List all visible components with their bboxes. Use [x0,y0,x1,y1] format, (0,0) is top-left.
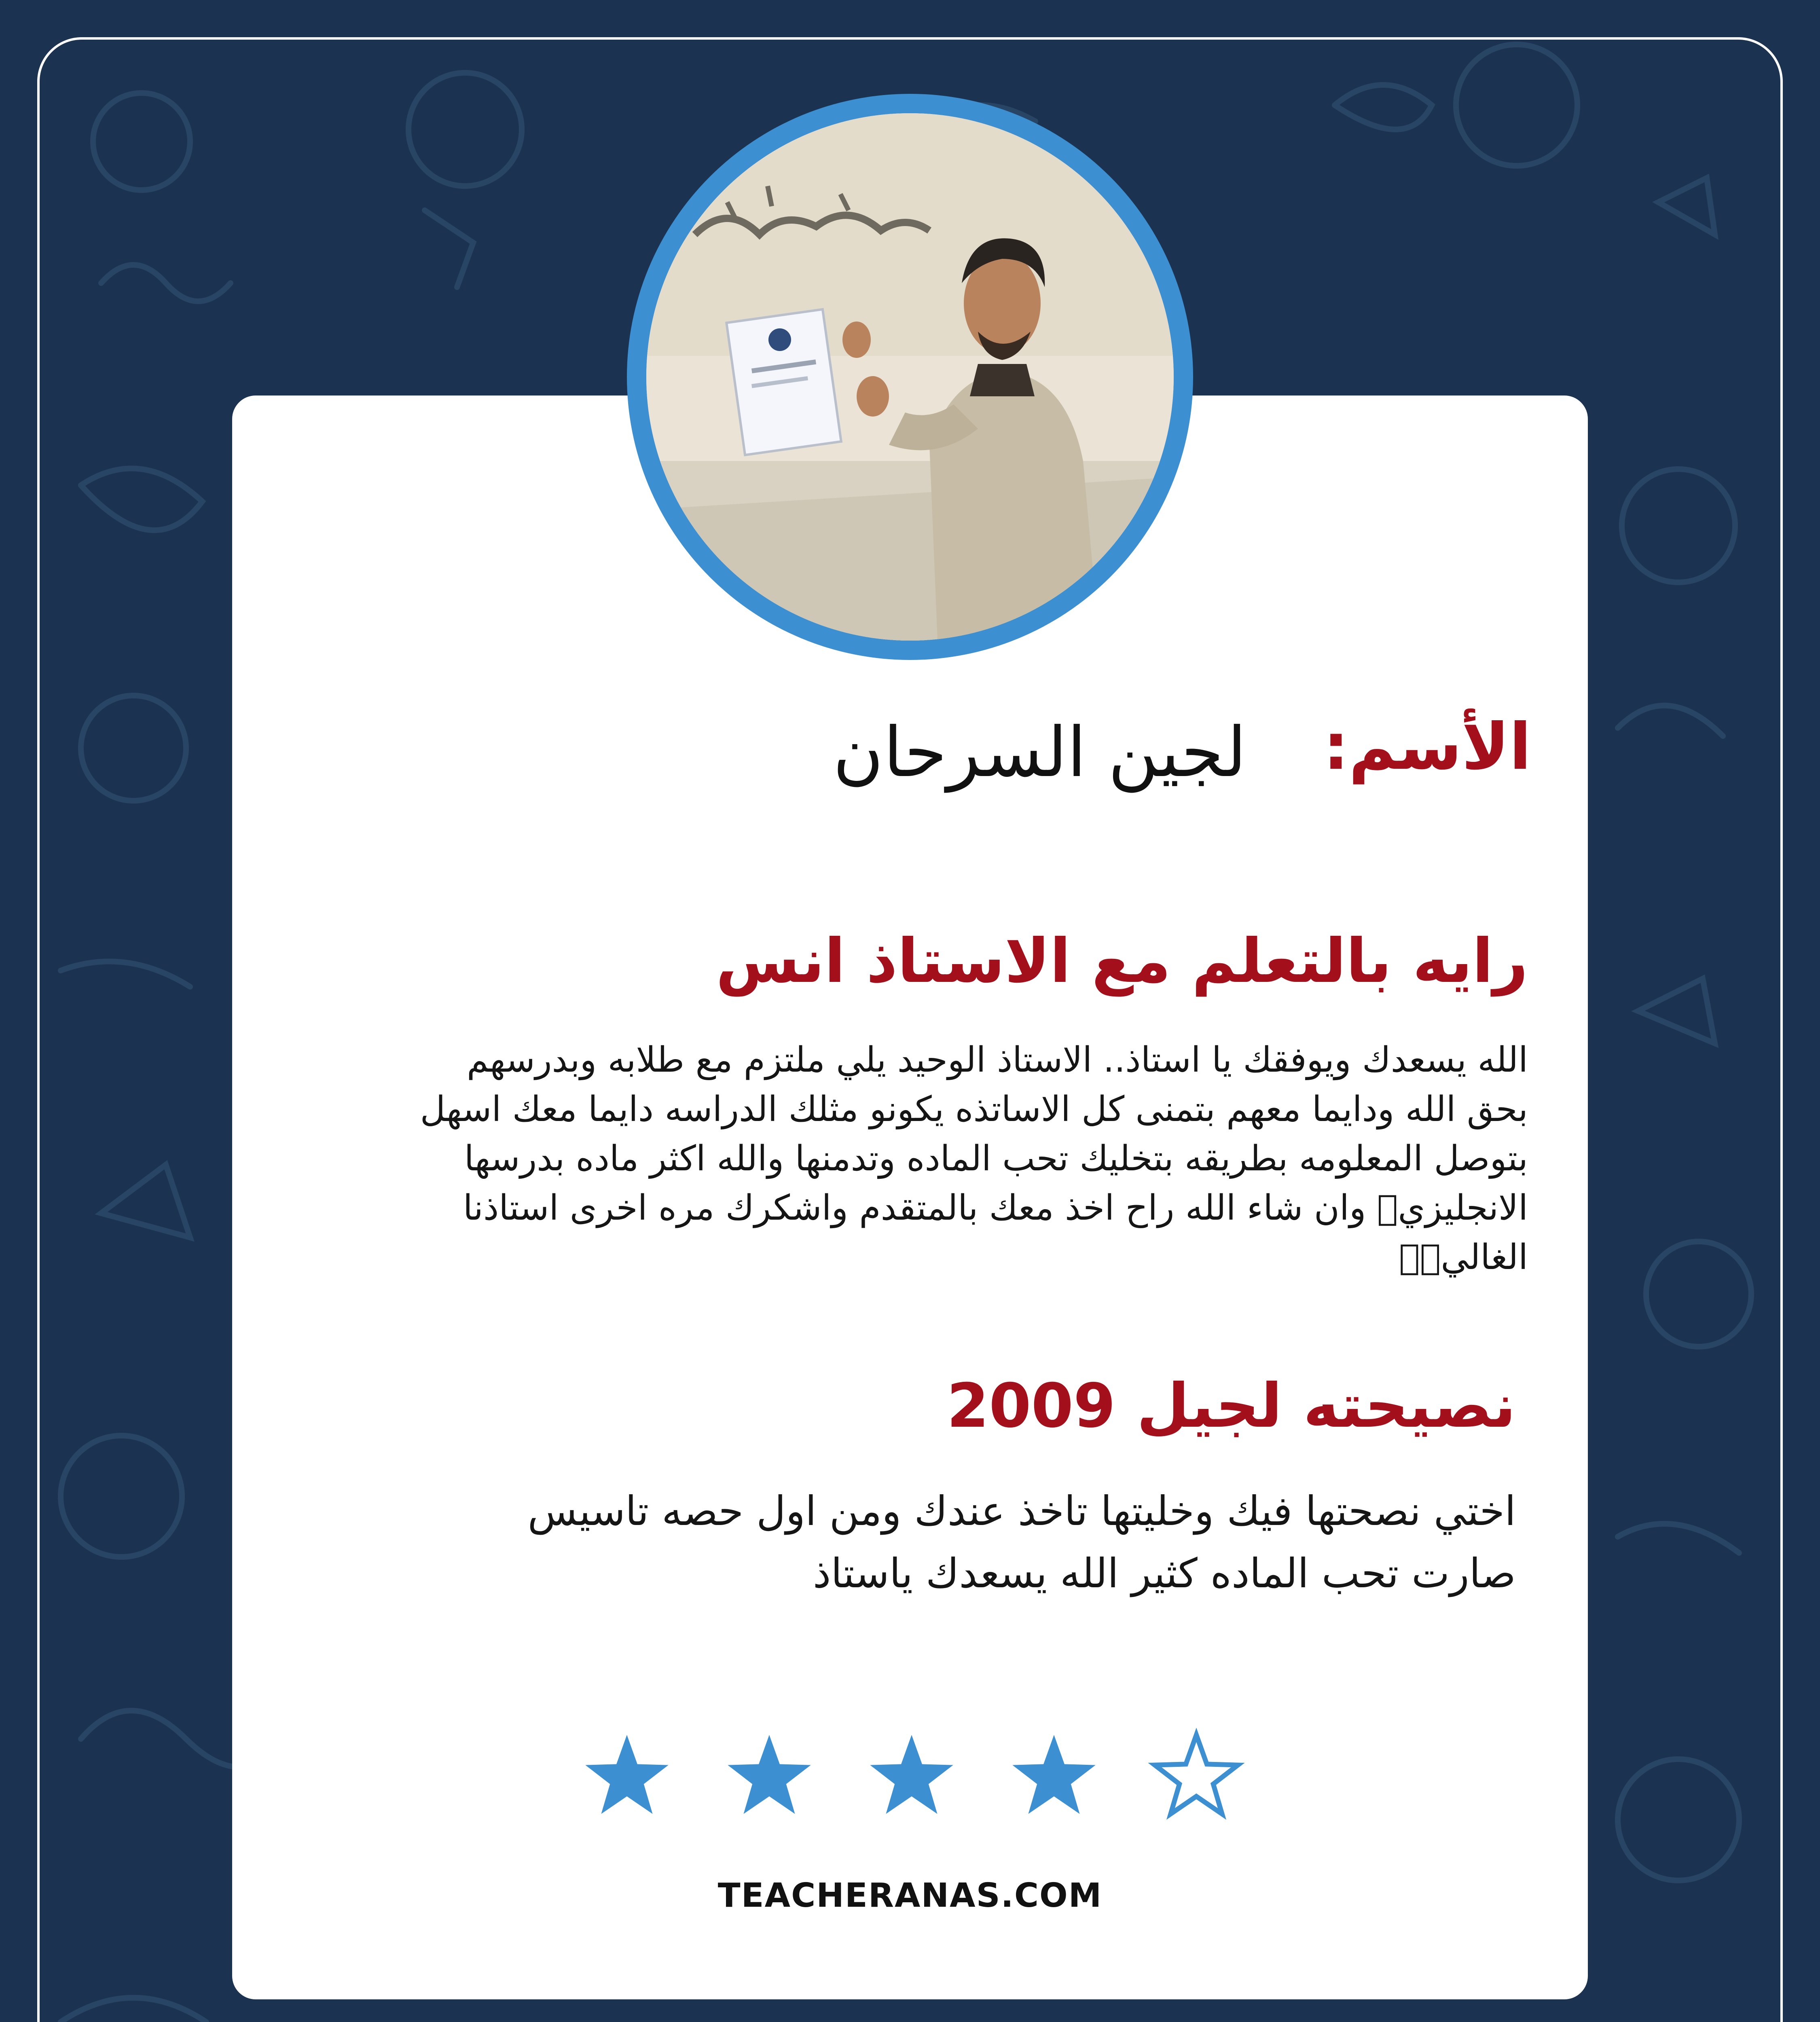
person-holding-certificate-photo-icon [646,113,1174,641]
star-filled-icon [578,1727,675,1824]
star-rating [578,1727,1246,1824]
opinion-heading: رايه بالتعلم مع الاستاذ انس [716,926,1528,996]
advice-text: اختي نصحتها فيك وخليتها تاخذ عندك ومن اول حصه تاسيس صارت تحب الماده كثير الله يسعدك ياستاذ [527,1487,1516,1597]
avatar-ring [627,94,1193,660]
student-name: لجين السرحان [833,713,1246,793]
star-filled-icon [721,1727,818,1824]
avatar [646,113,1174,641]
star-empty-icon [1148,1727,1245,1824]
star-filled-icon [1005,1727,1103,1824]
advice-heading: نصيحته لجيل 2009 [946,1371,1516,1441]
website-url: TEACHERANAS.COM [717,1876,1103,1915]
star-filled-icon [863,1727,960,1824]
opinion-text: الله يسعدك ويوفقك يا استاذ.. الاستاذ الوحيد يلي ملتزم مع طلابه وبدرسهم بحق الله ودايما معهم بتمنى كل الاساتذه يكونو مثلك الدراسه دايما معك اسهل بتوصل المعلومه بطريقه بتخليك تحب الماده وتدمنها والله اكثر ماده بدرسها الانجليزي􏰀 وان شاء الله راح اخذ معك بالمتقدم واشكرك مره اخرى استاذنا الغالي􏰀􏰀 [420,1040,1528,1277]
name-label: الأسم: [1323,710,1531,784]
